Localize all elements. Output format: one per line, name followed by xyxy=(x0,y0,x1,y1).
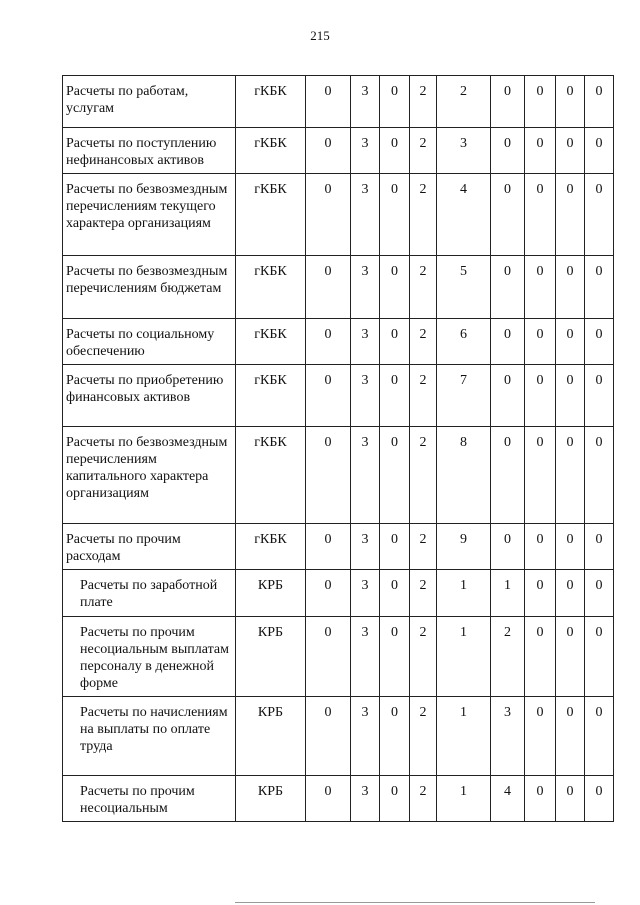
row-digit: 0 xyxy=(585,427,614,524)
row-digit: 0 xyxy=(306,365,351,427)
row-digit: 0 xyxy=(556,570,585,617)
table-row xyxy=(63,128,614,174)
row-name: Расчеты по прочим расходам xyxy=(63,524,236,570)
table-row xyxy=(63,256,614,319)
row-digit: 5 xyxy=(437,256,491,319)
row-digit: 0 xyxy=(306,319,351,365)
row-digit: 0 xyxy=(525,174,556,256)
row-digit: 0 xyxy=(525,617,556,697)
row-digit: 0 xyxy=(380,570,410,617)
row-digit: 0 xyxy=(556,76,585,128)
row-digit: 2 xyxy=(410,76,437,128)
row-digit: 4 xyxy=(491,776,525,822)
row-code: гКБК xyxy=(236,128,306,174)
table-row xyxy=(63,427,614,524)
row-digit: 0 xyxy=(380,776,410,822)
row-digit: 1 xyxy=(437,617,491,697)
row-code: КРБ xyxy=(236,570,306,617)
table-row xyxy=(63,617,614,697)
row-name: Расчеты по прочим несоциальным выплатам персоналу в денежной форме xyxy=(63,617,236,697)
row-digit: 0 xyxy=(491,174,525,256)
row-digit: 0 xyxy=(585,319,614,365)
row-digit: 2 xyxy=(410,427,437,524)
row-digit: 3 xyxy=(351,427,380,524)
row-name: Расчеты по прочим несоциальным xyxy=(63,776,236,822)
row-digit: 0 xyxy=(525,697,556,776)
row-digit: 1 xyxy=(437,570,491,617)
table-row xyxy=(63,776,614,822)
row-digit: 0 xyxy=(585,365,614,427)
row-code: КРБ xyxy=(236,617,306,697)
row-digit: 0 xyxy=(585,76,614,128)
row-digit: 0 xyxy=(585,697,614,776)
row-digit: 0 xyxy=(491,256,525,319)
row-digit: 0 xyxy=(491,427,525,524)
row-digit: 0 xyxy=(306,174,351,256)
row-digit: 0 xyxy=(585,128,614,174)
row-digit: 0 xyxy=(585,524,614,570)
row-digit: 3 xyxy=(351,128,380,174)
row-digit: 3 xyxy=(351,524,380,570)
row-name: Расчеты по начислениям на выплаты по оплате труда xyxy=(63,697,236,776)
row-digit: 2 xyxy=(410,256,437,319)
row-digit: 0 xyxy=(491,128,525,174)
page-edge-line xyxy=(235,902,595,903)
row-digit: 0 xyxy=(380,76,410,128)
row-digit: 1 xyxy=(437,776,491,822)
row-name: Расчеты по безвозмездным перечислениям бюджетам xyxy=(63,256,236,319)
row-digit: 0 xyxy=(585,256,614,319)
row-digit: 2 xyxy=(410,524,437,570)
row-digit: 0 xyxy=(306,76,351,128)
row-digit: 6 xyxy=(437,319,491,365)
row-digit: 0 xyxy=(525,524,556,570)
row-name: Расчеты по социальному обеспечению xyxy=(63,319,236,365)
row-name: Расчеты по поступлению нефинансовых активов xyxy=(63,128,236,174)
row-digit: 8 xyxy=(437,427,491,524)
row-code: КРБ xyxy=(236,776,306,822)
row-digit: 0 xyxy=(525,76,556,128)
row-digit: 0 xyxy=(306,427,351,524)
row-digit: 3 xyxy=(351,617,380,697)
row-digit: 2 xyxy=(491,617,525,697)
row-digit: 0 xyxy=(556,256,585,319)
row-digit: 3 xyxy=(351,174,380,256)
row-digit: 3 xyxy=(351,256,380,319)
table-row xyxy=(63,174,614,256)
row-digit: 0 xyxy=(556,524,585,570)
row-digit: 0 xyxy=(556,776,585,822)
table-row xyxy=(63,76,614,128)
row-digit: 0 xyxy=(525,256,556,319)
row-digit: 2 xyxy=(410,128,437,174)
row-digit: 0 xyxy=(585,570,614,617)
row-digit: 0 xyxy=(585,617,614,697)
row-digit: 0 xyxy=(306,256,351,319)
row-code: гКБК xyxy=(236,319,306,365)
row-digit: 0 xyxy=(525,570,556,617)
table-row xyxy=(63,319,614,365)
table-row xyxy=(63,365,614,427)
row-digit: 0 xyxy=(380,524,410,570)
row-digit: 0 xyxy=(525,776,556,822)
row-digit: 4 xyxy=(437,174,491,256)
row-digit: 0 xyxy=(585,776,614,822)
row-digit: 0 xyxy=(306,524,351,570)
row-name: Расчеты по приобретению финансовых активов xyxy=(63,365,236,427)
row-code: гКБК xyxy=(236,427,306,524)
row-digit: 0 xyxy=(491,319,525,365)
row-digit: 3 xyxy=(351,570,380,617)
row-digit: 3 xyxy=(351,776,380,822)
row-digit: 0 xyxy=(556,128,585,174)
row-digit: 0 xyxy=(306,697,351,776)
table-row xyxy=(63,524,614,570)
row-digit: 2 xyxy=(410,776,437,822)
row-digit: 2 xyxy=(410,697,437,776)
row-digit: 9 xyxy=(437,524,491,570)
table-row xyxy=(63,570,614,617)
row-digit: 0 xyxy=(525,319,556,365)
row-digit: 0 xyxy=(380,256,410,319)
row-digit: 0 xyxy=(380,617,410,697)
table-row xyxy=(63,697,614,776)
row-digit: 7 xyxy=(437,365,491,427)
row-digit: 0 xyxy=(380,319,410,365)
row-digit: 0 xyxy=(556,617,585,697)
row-digit: 0 xyxy=(556,319,585,365)
row-name: Расчеты по заработной плате xyxy=(63,570,236,617)
row-digit: 0 xyxy=(380,427,410,524)
row-digit: 2 xyxy=(437,76,491,128)
row-digit: 0 xyxy=(306,570,351,617)
row-digit: 2 xyxy=(410,617,437,697)
row-code: гКБК xyxy=(236,76,306,128)
row-digit: 3 xyxy=(437,128,491,174)
row-name: Расчеты по работам, услугам xyxy=(63,76,236,128)
row-code: гКБК xyxy=(236,174,306,256)
row-digit: 0 xyxy=(585,174,614,256)
row-digit: 0 xyxy=(306,128,351,174)
row-digit: 1 xyxy=(491,570,525,617)
accounts-table xyxy=(62,75,614,822)
row-digit: 0 xyxy=(380,697,410,776)
row-digit: 0 xyxy=(525,427,556,524)
row-digit: 0 xyxy=(525,365,556,427)
row-digit: 1 xyxy=(437,697,491,776)
row-digit: 0 xyxy=(306,776,351,822)
row-digit: 0 xyxy=(380,174,410,256)
row-digit: 0 xyxy=(525,128,556,174)
row-digit: 2 xyxy=(410,319,437,365)
row-digit: 0 xyxy=(556,174,585,256)
row-digit: 0 xyxy=(380,365,410,427)
row-digit: 0 xyxy=(380,128,410,174)
row-digit: 0 xyxy=(306,617,351,697)
table-body xyxy=(63,76,614,822)
row-code: гКБК xyxy=(236,256,306,319)
row-digit: 0 xyxy=(491,76,525,128)
row-digit: 2 xyxy=(410,570,437,617)
row-digit: 0 xyxy=(491,524,525,570)
row-digit: 0 xyxy=(491,365,525,427)
row-code: гКБК xyxy=(236,365,306,427)
row-digit: 0 xyxy=(556,427,585,524)
row-digit: 2 xyxy=(410,174,437,256)
row-digit: 0 xyxy=(556,365,585,427)
row-digit: 2 xyxy=(410,365,437,427)
row-digit: 3 xyxy=(351,76,380,128)
row-digit: 3 xyxy=(351,365,380,427)
row-digit: 3 xyxy=(351,697,380,776)
page-number: 215 xyxy=(310,28,330,43)
row-name: Расчеты по безвозмездным перечислениям капитального характера организациям xyxy=(63,427,236,524)
row-code: гКБК xyxy=(236,524,306,570)
row-code: КРБ xyxy=(236,697,306,776)
row-digit: 3 xyxy=(491,697,525,776)
row-digit: 3 xyxy=(351,319,380,365)
row-name: Расчеты по безвозмездным перечислениям текущего характера организациям xyxy=(63,174,236,256)
row-digit: 0 xyxy=(556,697,585,776)
